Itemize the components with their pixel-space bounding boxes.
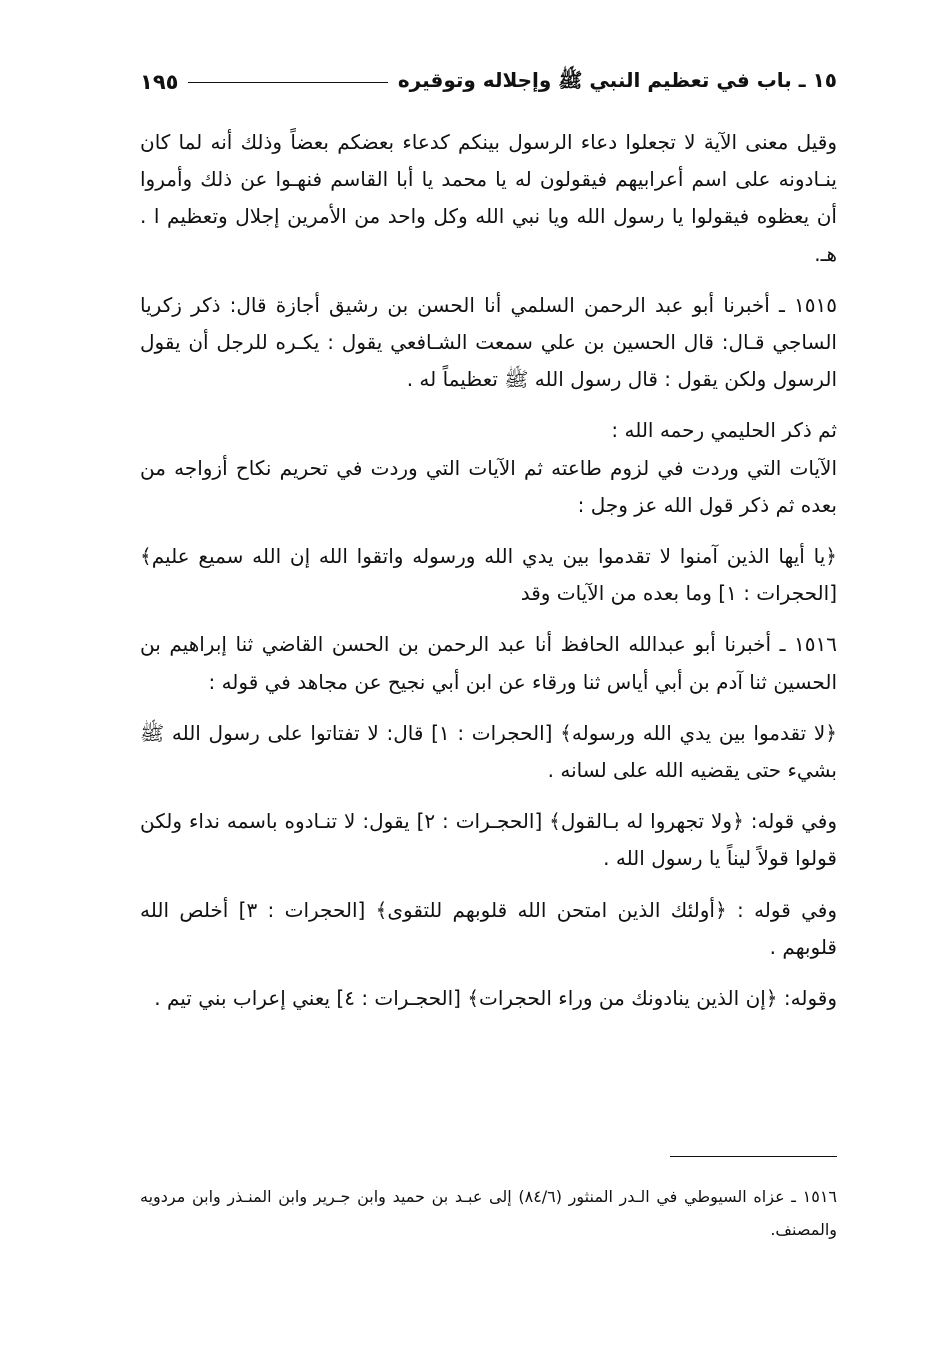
footnote-text: ١٥١٦ ـ عزاه السيوطي في الـدر المنثور (٨٤/٦) إلى عبـد بن حميد وابن جـرير وابن المنـذر وابن مردويه والمصنف. xyxy=(140,1187,838,1239)
paragraph: وقيل معنى الآية لا تجعلوا دعاء الرسول بينكم كدعاء بعضكم بعضاً وذلك أنه لما كان ينـادونه على اسم أعرابيهم فيقولون له يا محمد يا أبا القاسم فنهـوا عن ذلك وأمروا أن يعظوه فيقولوا يا رسول الله ويا نبي الله وكل واحد من الأمرين إجلال وتعظيم ا . هـ. xyxy=(140,130,837,266)
header-rule xyxy=(188,82,387,83)
running-header xyxy=(140,64,837,100)
page-number: ١٩٥ xyxy=(140,70,179,94)
paragraph: ثم ذكر الحليمي رحمه الله : xyxy=(611,418,837,443)
quran-quote: ﴿يا أيها الذين آمنوا لا تقدموا بين يدي الله ورسوله واتقوا الله إن الله سميع عليم﴾ [الحجرات : ١] وما بعده من الآيات وقد xyxy=(140,544,837,606)
paragraph: وقوله: ﴿إن الذين ينادونك من وراء الحجرات﴾ [الحجـرات : ٤] يعني إعراب بني تيم . xyxy=(154,986,837,1011)
paragraph: الآيات التي وردت في لزوم طاعته ثم الآيات التي وردت في تحريم نكاح أزواجه من بعده ثم ذكر قول الله عز وجل : xyxy=(140,455,837,517)
paragraph: وفي قوله: ﴿ولا تجهروا له بـالقول﴾ [الحجـرات : ٢] يقول: لا تنـادوه باسمه نداء ولكن قولوا قولاً ليناً يا رسول الله . xyxy=(140,809,837,871)
paragraph: وفي قوله : ﴿أولئك الذين امتحن الله قلوبهم للتقوى﴾ [الحجرات : ٣] أخلص الله قلوبهم . xyxy=(140,897,837,959)
paragraph: ١٥١٦ ـ أخبرنا أبو عبدالله الحافظ أنا عبد الرحمن بن الحسن القاضي ثنا إبراهيم بن الحسين ثنا آدم بن أبي أياس ثنا ورقاء عن ابن أبي نجيح عن مجاهد في قوله : xyxy=(140,632,837,694)
quran-quote: ﴿لا تقدموا بين يدي الله ورسوله﴾ [الحجرات : ١] قال: لا تفتاتوا على رسول الله ﷺ بشيء حتى يقضيه الله على لسانه . xyxy=(140,720,838,783)
footnote xyxy=(140,1180,837,1246)
paragraph: ١٥١٥ ـ أخبرنا أبو عبد الرحمن السلمي أنا الحسن بن رشيق أجازة قال: ذكر زكريا الساجي قـال: قال الحسين بن علي سمعت الشـافعي يقول : يكـره للرجل أن يقول الرسول ولكن يقول : قال رسول الله ﷺ تعظيماً له . xyxy=(140,292,837,392)
main-text xyxy=(140,124,837,1017)
chapter-title: ١٥ ـ باب في تعظيم النبي ﷺ وإجلاله وتوقيره xyxy=(397,67,837,92)
footnote-rule xyxy=(670,1156,837,1157)
